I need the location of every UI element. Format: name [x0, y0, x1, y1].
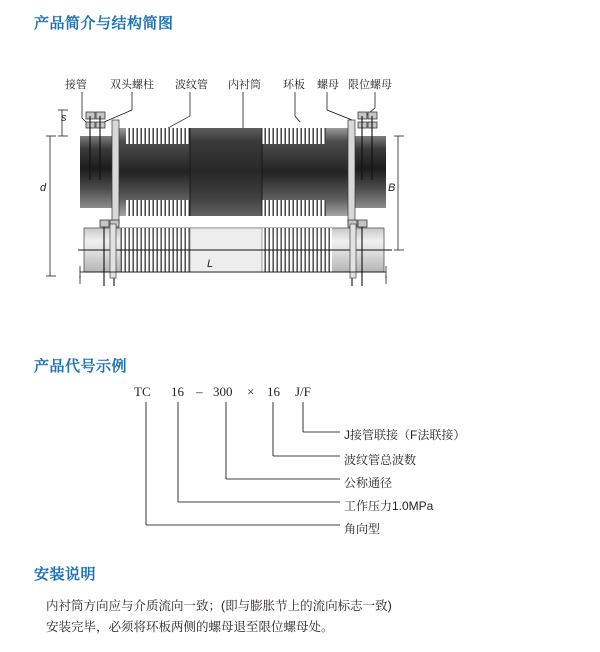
callout-label-huanban: 环板 [283, 79, 305, 91]
code-token-times: × [247, 384, 255, 399]
page-title-code-example: 产品代号示例 [34, 358, 128, 375]
page-title-structure: 产品简介与结构简图 [34, 15, 174, 32]
code-desc-diameter: 公称通径 [344, 476, 393, 490]
code-desc-connection: J接管联接（F法联接） [344, 428, 466, 442]
code-token-connection: J/F [295, 384, 311, 399]
callout-label-shuangtouluozhu: 双头螺柱 [110, 79, 154, 91]
page-title-install: 安装说明 [34, 566, 97, 583]
callout-label-bowenguan: 波纹管 [175, 79, 208, 91]
dimension-label-s: s [61, 112, 67, 124]
code-token-diameter: 300 [213, 384, 233, 399]
callout-label-neichentong: 内衬筒 [228, 79, 261, 91]
callout-label-xianweiluomu: 限位螺母 [348, 79, 392, 91]
dimension-label-B: B [388, 182, 396, 194]
code-token-waves: 16 [267, 384, 280, 399]
install-note-2: 安装完毕，必须将环板两侧的螺母退至限位螺母处。 [46, 620, 334, 634]
code-token-type: TC [134, 384, 151, 399]
dimension-label-L: L [207, 258, 214, 270]
install-note-1: 内衬筒方向应与介质流向一致；(即与膨胀节上的流向标志一致) [46, 599, 392, 613]
product-code-example [0, 378, 600, 538]
code-token-dash: – [196, 384, 203, 399]
code-desc-pressure: 工作压力1.0MPa [344, 499, 434, 513]
structure-diagram-svg [0, 60, 600, 290]
callout-label-luomu: 螺母 [317, 79, 339, 91]
dimension-label-d: d [40, 182, 47, 194]
code-desc-waves: 波纹管总波数 [344, 453, 417, 467]
code-example-leader-lines [0, 378, 600, 538]
callout-label-jieguan: 接管 [65, 79, 87, 91]
installation-notes [46, 596, 566, 638]
code-desc-type: 角向型 [344, 522, 381, 536]
code-token-pressure: 16 [171, 384, 184, 399]
structure-diagram [0, 60, 600, 290]
